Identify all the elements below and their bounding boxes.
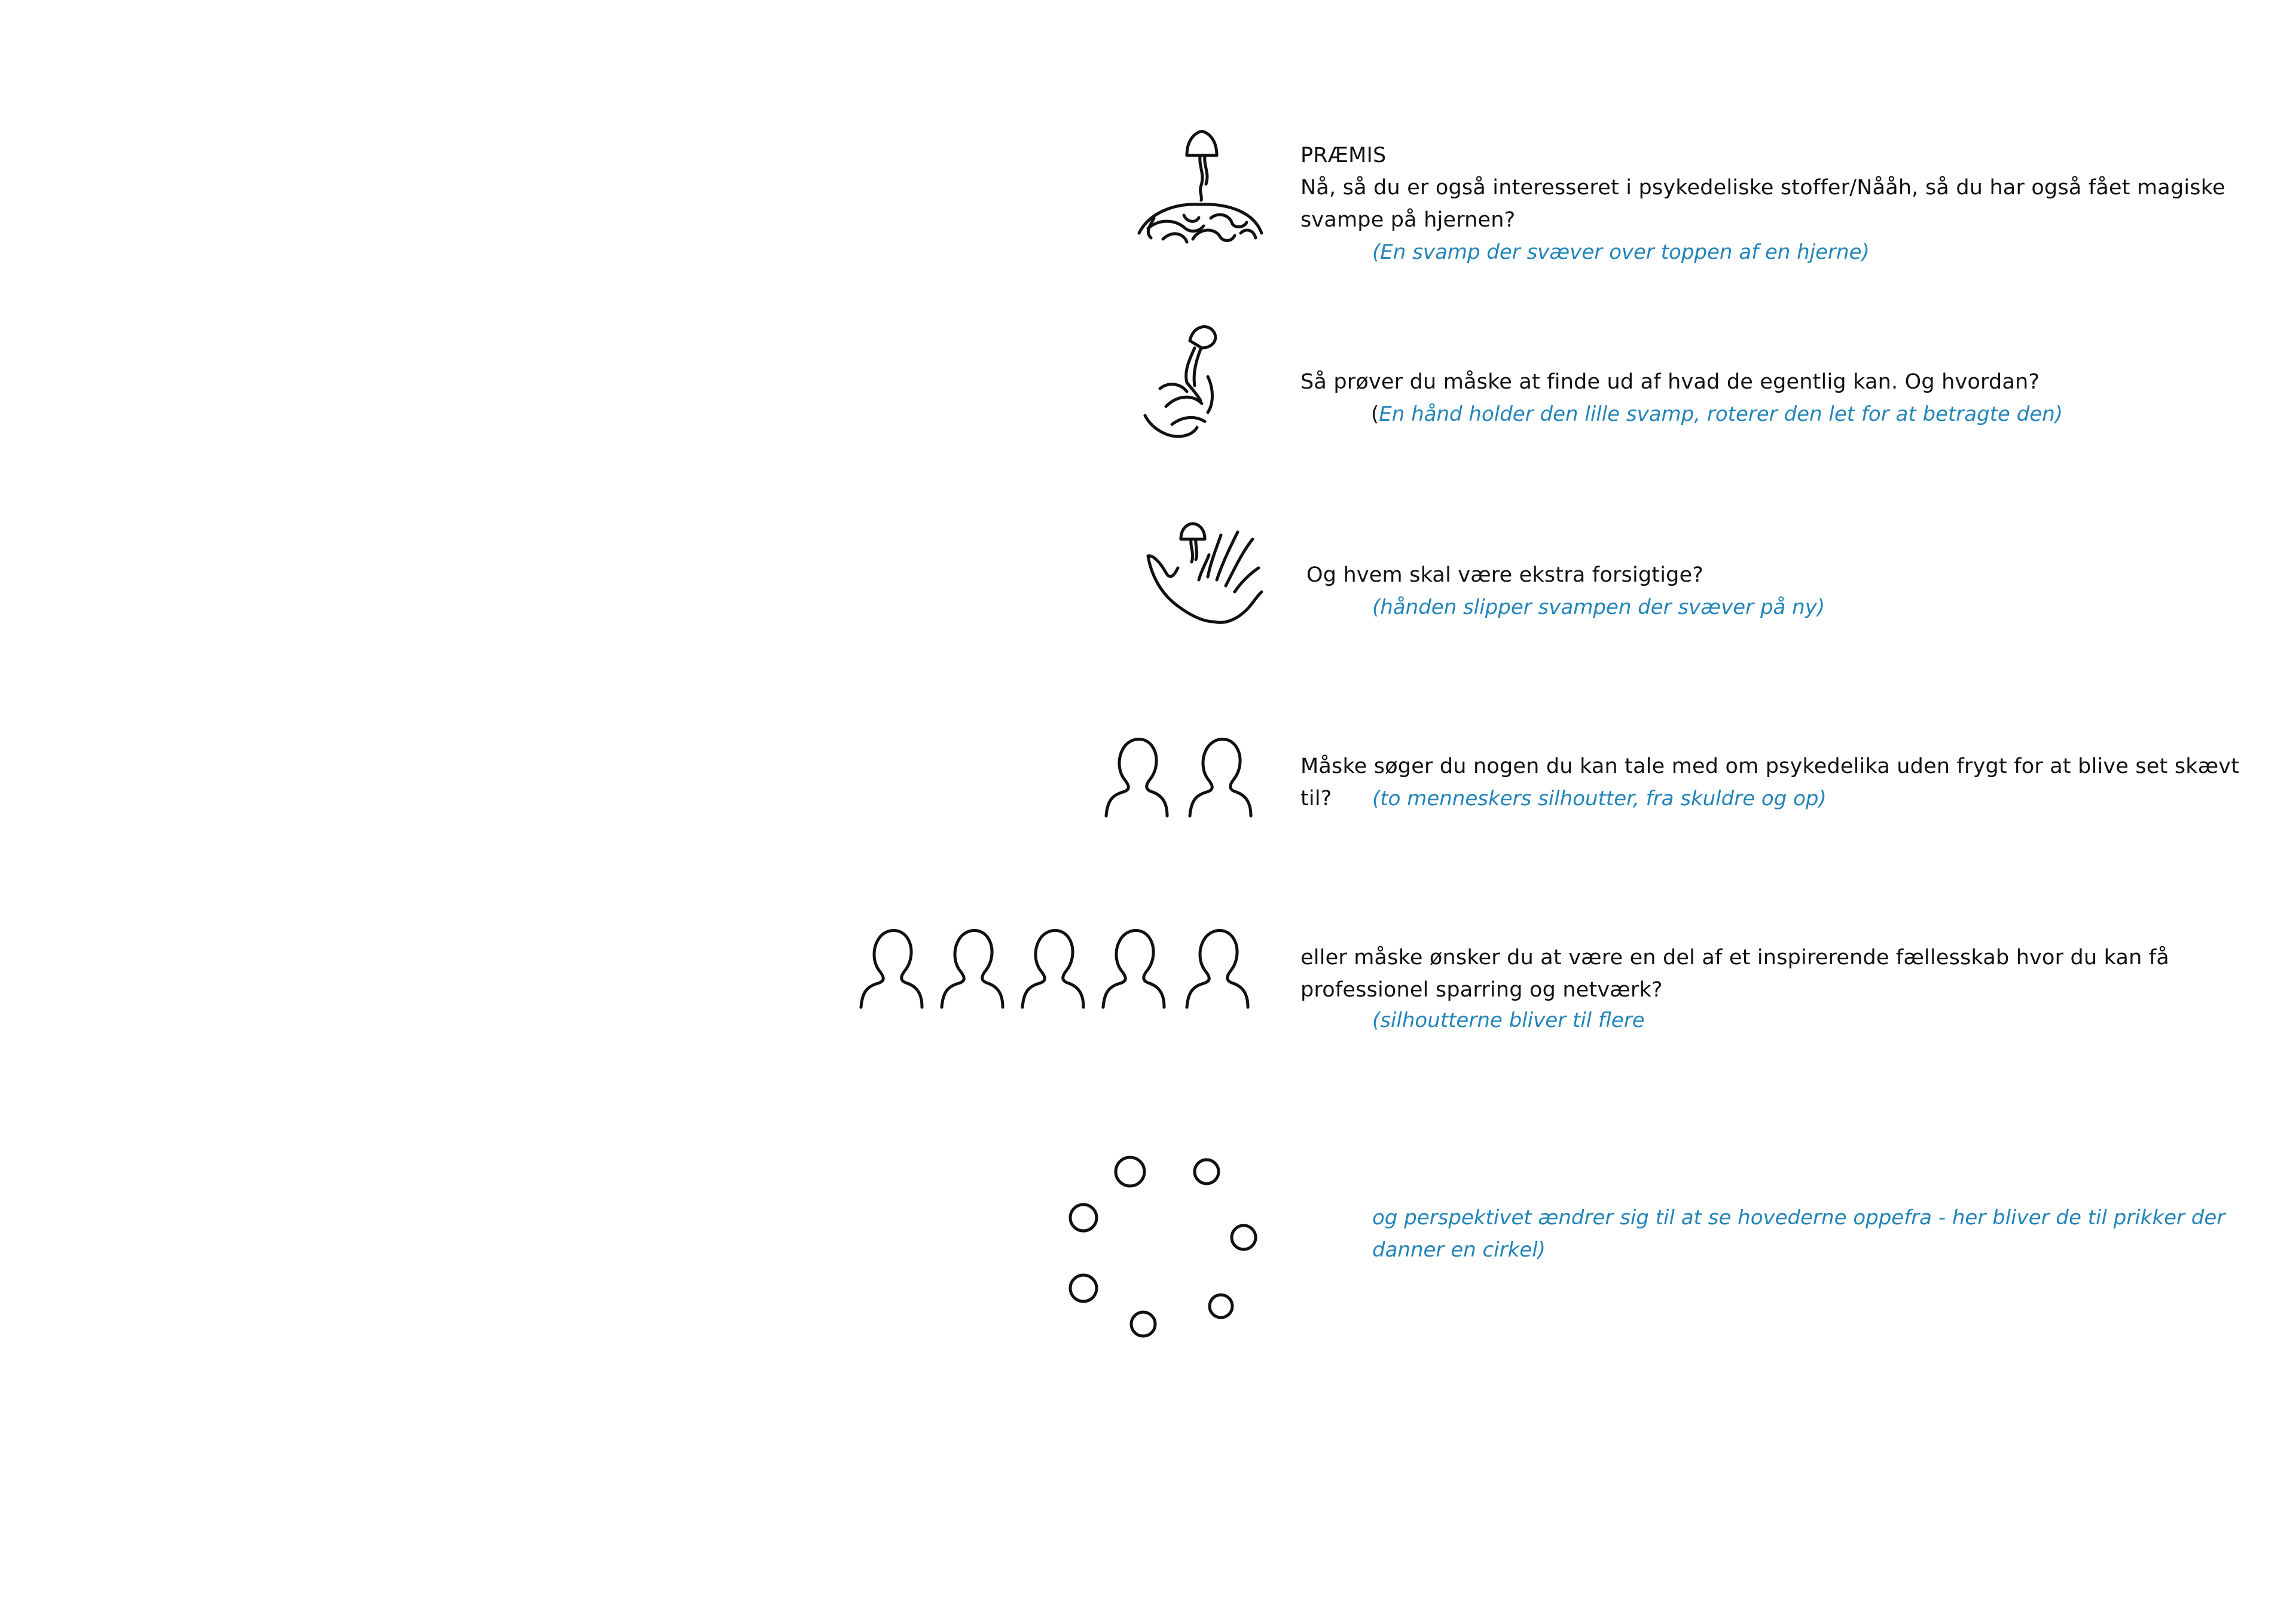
step-5-note-text: (silhoutterne bliver til flere: [1372, 1008, 1645, 1032]
step-1-note: [1372, 236, 1870, 268]
step-4-note-text: (to menneskers silhoutter, fra skuldre og op): [1372, 787, 1827, 811]
step-4-note: [1372, 783, 1827, 815]
step-3-note: [1372, 591, 1825, 623]
step-5-note: [1372, 1004, 1645, 1037]
step-2-text: Så prøver du måske at finde ud af hvad de egentlig kan. Og hvordan?: [1300, 370, 2040, 394]
step-3-note-text: (hånden slipper svampen der svæver på ny): [1372, 595, 1825, 619]
two-silhouettes-icon: [1100, 732, 1262, 819]
step-5-text: eller måske ønsker du at være en del af et inspirerende fællesskab hvor du kan få professionel sparring og netværk?: [1300, 946, 2170, 1002]
step-1-text: Nå, så du er også interesseret i psykedeliske stoffer/Nååh, så du har også fået magiske svampe på hjernen?: [1300, 176, 2225, 232]
mushroom-over-brain-icon: [1127, 90, 1277, 251]
step-1-text-block: [1300, 139, 2233, 236]
step-2-note-text: En hånd holder den lille svamp, roterer den let for at betragte den): [1379, 402, 2063, 426]
step-2-note-paren: (: [1371, 402, 1379, 426]
circle-of-heads-icon: [1052, 1139, 1268, 1348]
step-6-note: [1372, 1202, 2233, 1266]
hand-holding-mushroom-icon: [1124, 305, 1244, 442]
step-6-note-text: og perspektivet ændrer sig til at se hovederne oppefra - her bliver de til prikker der danner en cirkel): [1372, 1206, 2225, 1262]
step-2-note: [1371, 398, 2063, 430]
five-silhouettes-icon: [855, 924, 1262, 1010]
hand-releasing-mushroom-icon: [1136, 502, 1274, 640]
step-1-note-text: (En svamp der svæver over toppen af en hjerne): [1372, 240, 1870, 264]
premis-heading: PRÆMIS: [1300, 143, 1387, 167]
step-4-text: Måske søger du nogen du kan tale med om psykedelika uden frygt for at blive set skævt til?: [1300, 754, 2240, 811]
step-3-text: Og hvem skal være ekstra forsigtige?: [1306, 563, 1704, 587]
